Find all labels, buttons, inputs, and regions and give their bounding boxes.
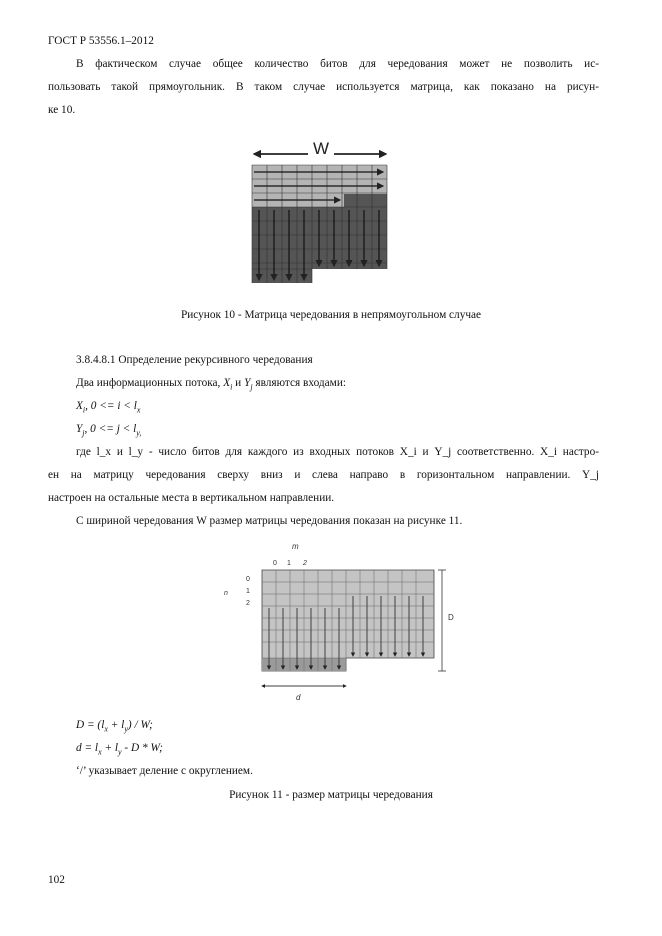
xdef-rest-sub: x <box>136 405 141 415</box>
figure-11-col-0: 0 <box>273 560 277 567</box>
xdef-sub: i <box>82 405 86 415</box>
figure-11-caption: Рисунок 11 - размер матрицы чередования <box>229 789 433 801</box>
inputs-line <box>76 377 346 391</box>
inputs-xi-sub: i <box>230 382 233 392</box>
inputs-text-a: Два информационных потока, <box>76 377 224 389</box>
width-line: С шириной чередования W размер матрицы чередования показан на рисунке 11. <box>76 515 463 527</box>
formula-D: $D = (l_x + l_y) / W$; <box>76 719 153 734</box>
figure-11-row-1: 1 <box>246 588 250 595</box>
figure-10-width-label: W <box>312 139 330 158</box>
ydef-sub: j <box>82 428 85 438</box>
xdef-x: X <box>76 400 83 412</box>
ydef-rest-sub: y, <box>136 428 142 438</box>
inputs-and: и <box>232 377 245 389</box>
figure-11-m-label: m <box>292 542 299 551</box>
where-line-3: настроен на остальные места в вертикальном направлении. <box>48 492 335 504</box>
where-line-2: ен на матрицу чередования сверху вниз и слева направо в горизонтальном направлении. Y_j <box>48 469 599 481</box>
document-header: ГОСТ Р 53556.1–2012 <box>48 35 154 47</box>
figure-11-row-0: 0 <box>246 576 250 583</box>
inputs-xi: X <box>223 377 231 389</box>
formula-d: $d = l_x + l_y - D * W$; <box>76 742 163 757</box>
ydef-y: Y <box>76 423 83 435</box>
figure-10-interleave-matrix <box>240 132 400 292</box>
where-line-1: где l_x и l_y - число битов для каждого из входных потоков X_i и Y_j соответственно. X_i настро- <box>76 446 599 458</box>
y-definition <box>76 423 141 437</box>
figure-11-row-2: 2 <box>246 600 250 607</box>
figure-11-col-2: 2 <box>303 560 307 567</box>
x-definition <box>76 400 140 414</box>
inputs-text-b: являются входами: <box>252 377 347 389</box>
intro-line-1: В фактическом случае общее количество битов для чередования может не позволить ис- <box>76 58 599 70</box>
intro-line-3: ке 10. <box>48 104 76 116</box>
inputs-yj: Y <box>244 377 251 389</box>
inputs-yj-sub: j <box>250 382 253 392</box>
page-number: 102 <box>48 874 65 886</box>
intro-line-2: пользовать такой прямоугольник. В таком случае используется матрица, как показано на рисун- <box>48 81 599 93</box>
ydef-rest: , 0 <= j < l <box>84 423 137 435</box>
xdef-rest: , 0 <= i < l <box>85 400 137 412</box>
division-note: ‘/’ указывает деление с округлением. <box>76 765 253 777</box>
figure-11-n-label: n <box>224 590 228 597</box>
figure-11-col-1: 1 <box>287 560 291 567</box>
figure-11-d-label: d <box>296 693 301 702</box>
figure-11-D-label: D <box>448 613 454 622</box>
section-heading: 3.8.4.8.1 Определение рекурсивного чередования <box>76 354 313 366</box>
figure-10-caption: Рисунок 10 - Матрица чередования в непрямоугольном случае <box>180 309 482 321</box>
figure-11-matrix-size <box>215 538 470 708</box>
